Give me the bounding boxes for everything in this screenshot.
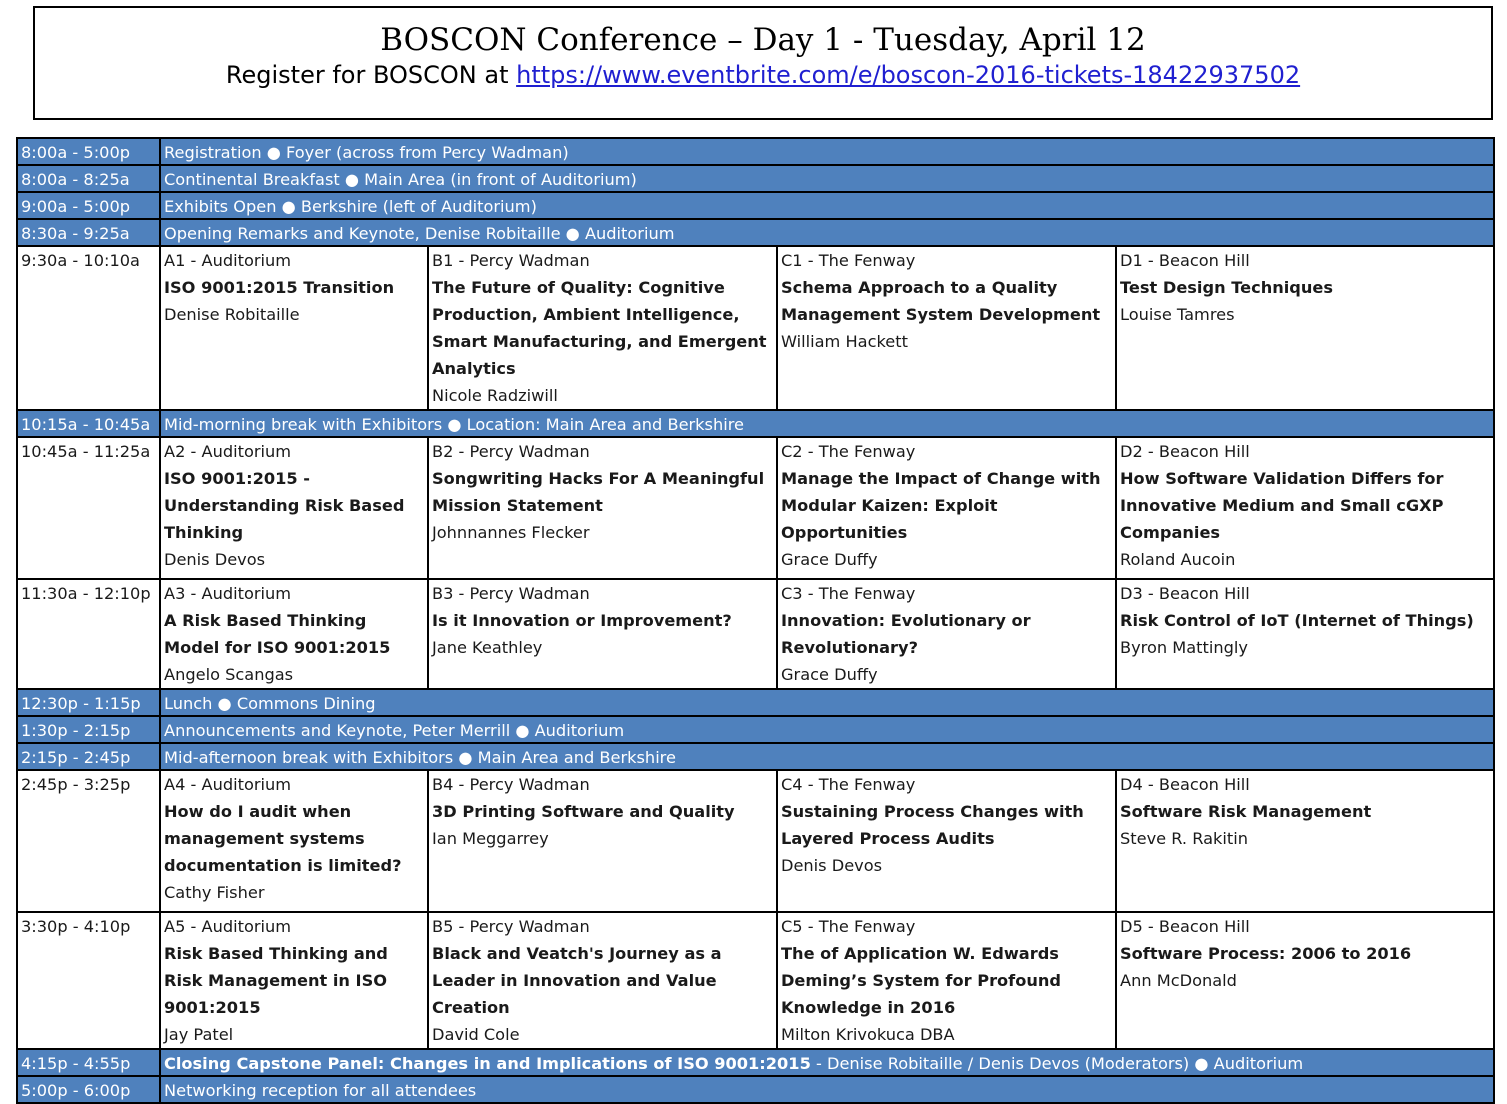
session-title: Test Design Techniques	[1120, 278, 1334, 297]
session-speaker: Johnnannes Flecker	[432, 523, 590, 542]
band-text: Mid-morning break with Exhibitors ● Location: Main Area and Berkshire	[160, 410, 1494, 437]
session-room: B2 - Percy Wadman	[432, 442, 590, 461]
track-cell	[160, 770, 428, 912]
session-speaker: Denis Devos	[781, 856, 883, 875]
track-cell	[777, 579, 1116, 689]
band-row-exhibits	[17, 192, 1494, 219]
session-speaker: Byron Mattingly	[1120, 638, 1248, 657]
band-time: 9:00a - 5:00p	[17, 192, 160, 219]
session-room: C5 - The Fenway	[781, 917, 916, 936]
band-row-announcements	[17, 716, 1494, 743]
session-room: B3 - Percy Wadman	[432, 584, 590, 603]
page-title: BOSCON Conference – Day 1 - Tuesday, April 12	[380, 22, 1146, 58]
track-cell	[1116, 770, 1494, 912]
band-text: Networking reception for all attendees	[160, 1076, 1494, 1103]
session-title: Black and Veatch's Journey as a Leader in Innovation and Value Creation	[432, 944, 722, 1017]
register-link[interactable]: https://www.eventbrite.com/e/boscon-2016-tickets-18422937502	[516, 61, 1301, 89]
track-cell	[777, 912, 1116, 1049]
session-room: B4 - Percy Wadman	[432, 775, 590, 794]
track-cell	[777, 437, 1116, 579]
session-speaker: Jay Patel	[164, 1025, 234, 1044]
session-title: ISO 9001:2015 - Understanding Risk Based Thinking	[164, 469, 405, 542]
session-time: 10:45a - 11:25a	[17, 437, 160, 579]
track-cell	[160, 437, 428, 579]
session-title: Schema Approach to a Quality Management System Development	[781, 278, 1101, 324]
band-text: Lunch ● Commons Dining	[160, 689, 1494, 716]
session-speaker: David Cole	[432, 1025, 520, 1044]
band-time: 4:15p - 4:55p	[17, 1049, 160, 1076]
register-prefix: Register for BOSCON at	[225, 61, 517, 89]
band-text: Registration ● Foyer (across from Percy Wadman)	[160, 138, 1494, 165]
session-title: Risk Based Thinking and Risk Management in ISO 9001:2015	[164, 944, 388, 1017]
session-room: B1 - Percy Wadman	[432, 251, 590, 270]
track-cell	[777, 770, 1116, 912]
session-room: C1 - The Fenway	[781, 251, 916, 270]
session-title: Risk Control of IoT (Internet of Things)	[1120, 611, 1474, 630]
track-cell	[1116, 246, 1494, 410]
band-text: Mid-afternoon break with Exhibitors ● Main Area and Berkshire	[160, 743, 1494, 770]
session-title: 3D Printing Software and Quality	[432, 802, 735, 821]
session-row	[17, 437, 1494, 579]
track-cell	[160, 912, 428, 1049]
session-speaker: Denise Robitaille	[164, 305, 300, 324]
session-title: How Software Validation Differs for Innovative Medium and Small cGXP Companies	[1120, 469, 1444, 542]
session-title: Software Risk Management	[1120, 802, 1372, 821]
session-title: Software Process: 2006 to 2016	[1120, 944, 1412, 963]
track-cell	[428, 770, 777, 912]
session-room: A3 - Auditorium	[164, 584, 292, 603]
session-title: Sustaining Process Changes with Layered Process Audits	[781, 802, 1084, 848]
session-room: D4 - Beacon Hill	[1120, 775, 1250, 794]
band-row-midmorning	[17, 410, 1494, 437]
session-title: A Risk Based Thinking Model for ISO 9001:2015	[164, 611, 391, 657]
band-row-lunch	[17, 689, 1494, 716]
session-title: Manage the Impact of Change with Modular Kaizen: Exploit Opportunities	[781, 469, 1101, 542]
band-time: 8:00a - 8:25a	[17, 165, 160, 192]
session-speaker: Ian Meggarrey	[432, 829, 549, 848]
session-title: ISO 9001:2015 Transition	[164, 278, 395, 297]
track-cell	[1116, 579, 1494, 689]
band-time: 1:30p - 2:15p	[17, 716, 160, 743]
session-row	[17, 579, 1494, 689]
session-room: D3 - Beacon Hill	[1120, 584, 1250, 603]
track-cell	[1116, 912, 1494, 1049]
band-text: Opening Remarks and Keynote, Denise Robitaille ● Auditorium	[160, 219, 1494, 246]
closing-panel-title: Closing Capstone Panel: Changes in and Implications of ISO 9001:2015	[164, 1054, 811, 1073]
session-time: 2:45p - 3:25p	[17, 770, 160, 912]
track-cell	[160, 246, 428, 410]
session-row	[17, 770, 1494, 912]
band-time: 5:00p - 6:00p	[17, 1076, 160, 1103]
session-row	[17, 912, 1494, 1049]
session-room: C2 - The Fenway	[781, 442, 916, 461]
session-title: Innovation: Evolutionary or Revolutionary?	[781, 611, 1031, 657]
session-time: 11:30a - 12:10p	[17, 579, 160, 689]
session-room: B5 - Percy Wadman	[432, 917, 590, 936]
band-text: Exhibits Open ● Berkshire (left of Auditorium)	[160, 192, 1494, 219]
session-speaker: William Hackett	[781, 332, 908, 351]
session-room: A4 - Auditorium	[164, 775, 292, 794]
session-speaker: Jane Keathley	[432, 638, 543, 657]
session-row	[17, 246, 1494, 410]
band-row-registration	[17, 138, 1494, 165]
session-title: How do I audit when management systems documentation is limited?	[164, 802, 402, 875]
track-cell	[777, 246, 1116, 410]
track-cell	[428, 246, 777, 410]
header-box	[33, 6, 1493, 120]
session-speaker: Ann McDonald	[1120, 971, 1237, 990]
session-speaker: Louise Tamres	[1120, 305, 1235, 324]
session-title: Is it Innovation or Improvement?	[432, 611, 732, 630]
band-text: Announcements and Keynote, Peter Merrill ● Auditorium	[160, 716, 1494, 743]
register-line	[35, 61, 1491, 89]
session-speaker: Roland Aucoin	[1120, 550, 1236, 569]
band-row-midafternoon	[17, 743, 1494, 770]
band-time: 8:00a - 5:00p	[17, 138, 160, 165]
session-room: C4 - The Fenway	[781, 775, 916, 794]
session-speaker: Grace Duffy	[781, 665, 878, 684]
session-speaker: Nicole Radziwill	[432, 386, 558, 405]
track-cell	[428, 437, 777, 579]
session-room: D2 - Beacon Hill	[1120, 442, 1250, 461]
track-cell	[1116, 437, 1494, 579]
band-time: 12:30p - 1:15p	[17, 689, 160, 716]
band-text: Continental Breakfast ● Main Area (in front of Auditorium)	[160, 165, 1494, 192]
session-room: D1 - Beacon Hill	[1120, 251, 1250, 270]
closing-panel-details: - Denise Robitaille / Denis Devos (Moderators) ● Auditorium	[810, 1054, 1304, 1073]
band-time: 2:15p - 2:45p	[17, 743, 160, 770]
session-title: Songwriting Hacks For A Meaningful Mission Statement	[432, 469, 765, 515]
session-speaker: Steve R. Rakitin	[1120, 829, 1249, 848]
session-room: A2 - Auditorium	[164, 442, 292, 461]
session-speaker: Angelo Scangas	[164, 665, 294, 684]
band-row-closing	[17, 1049, 1494, 1076]
session-room: A5 - Auditorium	[164, 917, 292, 936]
session-time: 9:30a - 10:10a	[17, 246, 160, 410]
session-title: The Future of Quality: Cognitive Production, Ambient Intelligence, Smart Manufacturing, and Emergent Analytics	[432, 278, 767, 378]
band-time: 10:15a - 10:45a	[17, 410, 160, 437]
session-room: A1 - Auditorium	[164, 251, 292, 270]
schedule-table	[16, 137, 1495, 1104]
band-text	[160, 1049, 1494, 1076]
session-title: The of Application W. Edwards Deming’s System for Profound Knowledge in 2016	[781, 944, 1061, 1017]
track-cell	[428, 579, 777, 689]
session-speaker: Grace Duffy	[781, 550, 878, 569]
session-room: C3 - The Fenway	[781, 584, 916, 603]
band-row-opening	[17, 219, 1494, 246]
track-cell	[160, 579, 428, 689]
band-time: 8:30a - 9:25a	[17, 219, 160, 246]
session-speaker: Denis Devos	[164, 550, 266, 569]
session-time: 3:30p - 4:10p	[17, 912, 160, 1049]
session-speaker: Cathy Fisher	[164, 883, 265, 902]
session-room: D5 - Beacon Hill	[1120, 917, 1250, 936]
band-row-breakfast	[17, 165, 1494, 192]
session-speaker: Milton Krivokuca DBA	[781, 1025, 955, 1044]
track-cell	[428, 912, 777, 1049]
